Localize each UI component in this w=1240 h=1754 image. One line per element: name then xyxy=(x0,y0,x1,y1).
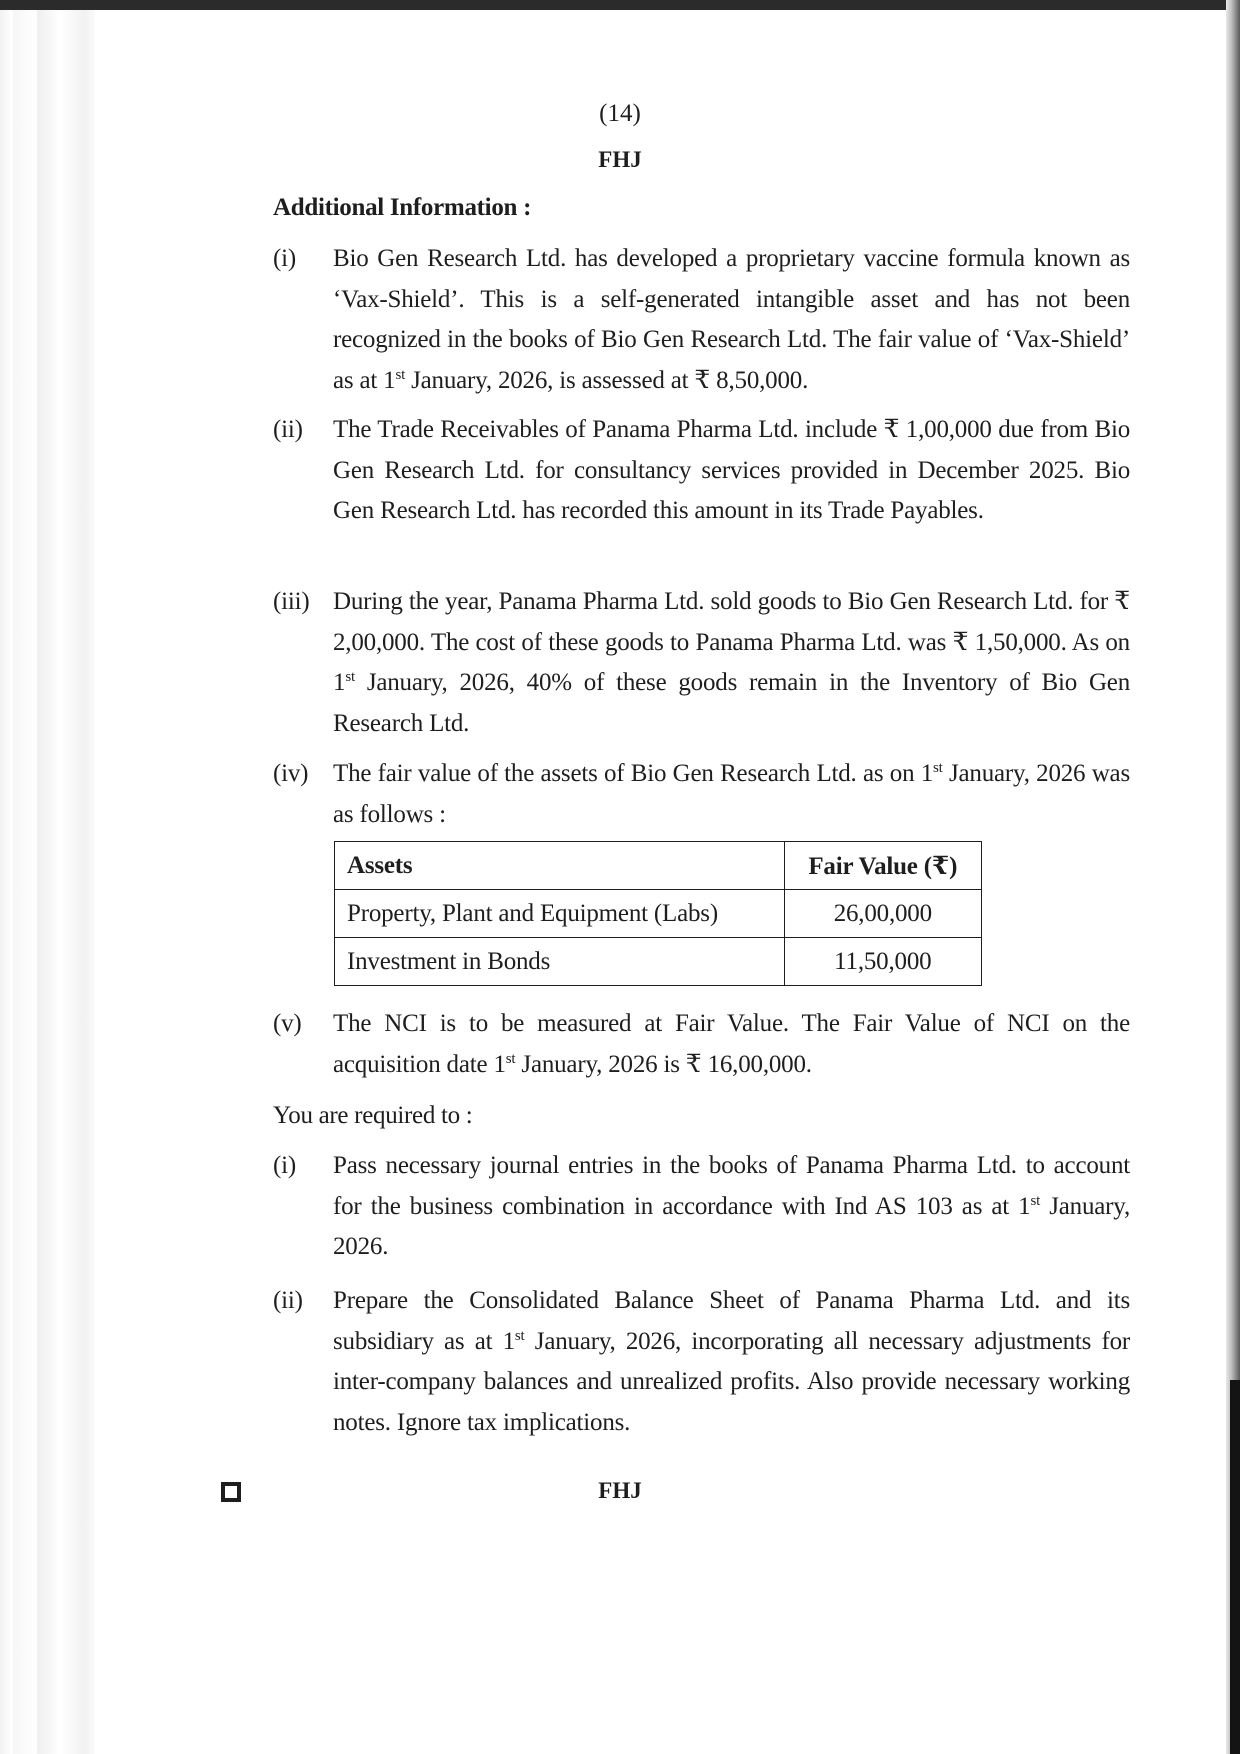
item-text: The Trade Receivables of Panama Pharma Ltd. include ₹ 1,00,000 due from Bio Gen Research Ltd. for consultancy services provided in December 2025. Bio Gen Research Ltd. has recorded this amount in its Trade Payables. xyxy=(333,416,1130,524)
additional-info-item-v xyxy=(273,1004,1130,1085)
item-text: Prepare the Consolidated Balance Sheet of Panama Pharma Ltd. and its subsidiary as at 1st January, 2026, incorporating all necessary adjustments for inter-company balances and unrealized profits. Also provide necessary working notes. Ignore tax implications. xyxy=(333,1287,1130,1436)
item-number: (i) xyxy=(273,245,296,272)
requirement-item-ii xyxy=(273,1281,1130,1443)
scan-right-shadow xyxy=(1230,1380,1240,1754)
item-text: During the year, Panama Pharma Ltd. sold goods to Bio Gen Research Ltd. for ₹ 2,00,000. The cost of these goods to Panama Pharma Ltd. was ₹ 1,50,000. As on 1st January, 2026, 40% of these goods remain in the Inventory of Bio Gen Research Ltd. xyxy=(333,588,1130,737)
requirements-heading: You are required to : xyxy=(273,1102,473,1129)
additional-info-item-iv xyxy=(273,754,1130,835)
page-number: (14) xyxy=(599,100,641,127)
item-number: (iv) xyxy=(273,760,309,787)
item-number: (ii) xyxy=(273,1287,303,1314)
fair-value-cell: 11,50,000 xyxy=(784,938,981,986)
fair-value-cell: 26,00,000 xyxy=(784,890,981,938)
additional-info-item-ii xyxy=(273,410,1130,532)
additional-info-item-iii xyxy=(273,582,1130,744)
fair-value-column-header: Fair Value (₹) xyxy=(784,842,981,890)
additional-info-item-i xyxy=(273,239,1130,401)
paper-code-header: FHJ xyxy=(598,147,642,172)
paper-code-footer: FHJ xyxy=(598,1478,642,1503)
item-number: (ii) xyxy=(273,416,303,443)
item-number: (v) xyxy=(273,1010,302,1037)
additional-information-heading: Additional Information : xyxy=(273,194,532,221)
assets-column-header: Assets xyxy=(335,842,785,890)
fair-value-table xyxy=(334,841,982,986)
item-number: (i) xyxy=(273,1152,296,1179)
table-header-row xyxy=(335,842,982,890)
scan-top-edge xyxy=(0,0,1240,10)
item-number: (iii) xyxy=(273,588,310,615)
item-text: The fair value of the assets of Bio Gen Research Ltd. as on 1st January, 2026 was as follows : xyxy=(333,760,1130,828)
item-text: Bio Gen Research Ltd. has developed a proprietary vaccine formula known as ‘Vax-Shield’. This is a self-generated intangible asset and has not been recognized in the books of Bio Gen Research Ltd. The fair value of ‘Vax-Shield’ as at 1st January, 2026, is assessed at ₹ 8,50,000. xyxy=(333,245,1130,394)
requirement-item-i xyxy=(273,1146,1130,1268)
table-row xyxy=(335,890,982,938)
item-text: The NCI is to be measured at Fair Value. The Fair Value of NCI on the acquisition date 1st January, 2026 is ₹ 16,00,000. xyxy=(333,1010,1130,1078)
item-text: Pass necessary journal entries in the books of Panama Pharma Ltd. to account for the business combination in accordance with Ind AS 103 as at 1st January, 2026. xyxy=(333,1152,1131,1260)
asset-name-cell: Property, Plant and Equipment (Labs) xyxy=(335,890,785,938)
asset-name-cell: Investment in Bonds xyxy=(335,938,785,986)
table-row xyxy=(335,938,982,986)
